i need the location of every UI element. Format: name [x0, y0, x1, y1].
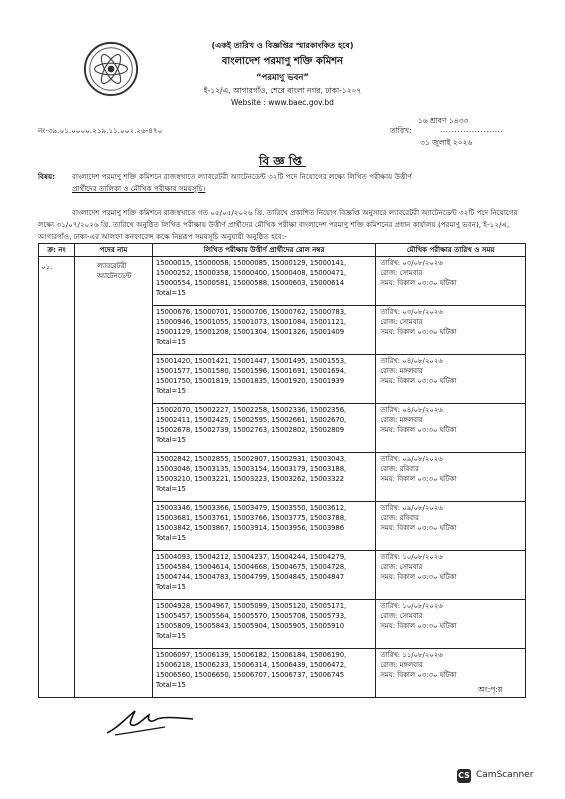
- body-paragraph: বাংলাদেশ পরমাণু শক্তি কমিশনে রাজস্বখাতে গত ০৫/০৫/২০২৬ খ্রি. তারিখে প্রকাশিত নিয়োগ বিজ্ঞপ্তি অনুসারে ল্যাবরেটরী অ্যাটেনডেন্ট ৩২টি পদে নিয়োগের লক্ষ্যে ৩১/০৭/২০২৬ খ্রি. তারিখে অনুষ্ঠিত লিখিত পরীক্ষায় উত্তীর্ণ প্রার্থীদের মৌখিক পরীক্ষা বাংলাদেশ পরমাণু শক্তি কমিশনের প্রধান কার্যালয় (পরমাণু ভবন), ই-১২/এ, আগারগাঁও, ঢাকা-এর আলফা কনফারেন্স কক্ষে নিম্নরূপ সময়সূচি অনুযায়ী অনুষ্ঠিত হবে:-: [38, 208, 518, 241]
- roll-numbers-cell: [152, 502, 375, 551]
- continued-marker: অং:পৃ:য়: [478, 685, 503, 694]
- schedule-cell: [376, 355, 526, 404]
- schedule-cell: [376, 502, 526, 551]
- schedule-date: তারিখ: ০৪/০৮/২০২৬: [380, 406, 443, 414]
- schedule-date: তারিখ: ১১/০৮/২০২৬: [380, 651, 443, 659]
- schedule-day: রোজ: রবিবার: [380, 514, 419, 523]
- schedule-day: রোজ: মঙ্গলবার: [380, 661, 423, 670]
- roll-line: 15001129, 15001208, 15001304, 15001326, 15001409: [155, 328, 344, 337]
- roll-total: Total=15: [155, 436, 186, 445]
- roll-line: 15000946, 15001055, 15001073, 15001084, 15001121,: [155, 318, 347, 327]
- roll-line: 15002842, 15002855, 15002907, 15002931, 15003043,: [155, 455, 347, 463]
- roll-line: 15002411, 15002425, 15002595, 15002661, 15002670,: [155, 416, 347, 425]
- subject-line-1: বাংলাদেশ পরমাণু শক্তি কমিশনে রাজস্বখাতে ল্যাবরেটরী অ্যাটেনডেন্ট ৩২টি পদে নিয়োগের লক্ষ্যে লিখিত পরীক্ষায় উত্তীর্ণ: [72, 172, 412, 181]
- roll-total: Total=15: [155, 632, 186, 641]
- roll-numbers-cell: [152, 257, 375, 306]
- roll-numbers-cell: [152, 649, 375, 698]
- schedule-cell: [376, 306, 526, 355]
- watermark-text: CamScanner: [476, 770, 534, 780]
- col-header-schedule: মৌখিক পরীক্ষার তারিখ ও সময়: [376, 244, 526, 257]
- table-header-row: [39, 244, 526, 257]
- roll-line: 15003346, 15003366, 15003479, 15003550, 15003612,: [155, 504, 347, 512]
- schedule-cell: [376, 404, 526, 453]
- website: Website : www.baec.gov.bd: [231, 98, 334, 107]
- roll-line: 15000554, 15000581, 15000588, 15000603, 15000614: [155, 279, 344, 288]
- schedule-day: রোজ: রবিবার: [380, 465, 419, 474]
- roll-numbers-cell: [152, 306, 375, 355]
- roll-total: Total=15: [155, 338, 186, 347]
- roll-line: 15001577, 15001580, 15001596, 15001691, 15001694,: [155, 367, 347, 376]
- date-label: তারিখ:: [390, 126, 412, 135]
- roll-line: 15000015, 15000058, 15000085, 15000129, 15000141,: [155, 259, 347, 267]
- roll-line: 15002070, 15002227, 15002258, 15002336, 15002356,: [155, 406, 347, 414]
- roll-line: 15000252, 15000358, 15000400, 15000408, 15000471,: [155, 269, 347, 278]
- memo-number: নং-৩৯.০১.০০০০.২১৯.১১.০০২.২৬-৪৭০: [38, 126, 163, 135]
- body-text-block: [38, 207, 526, 243]
- schedule-date: তারিখ: ০৩/০৮/২০২৬: [380, 308, 443, 316]
- subject-line-2: প্রার্থীদের তালিকা ও মৌখিক পরীক্ষার সময়সূচি।: [72, 184, 206, 193]
- schedule-cell: [376, 649, 526, 698]
- serial-cell: ০১.: [39, 257, 75, 698]
- schedule-day: রোজ: মঙ্গলবার: [380, 416, 423, 425]
- schedule-date: তারিখ: ০৯/০৮/২০২৬: [380, 504, 443, 512]
- organization-name: বাংলাদেশ পরমাণু শক্তি কমিশন: [221, 56, 344, 67]
- date-bangla: ১৬ শ্রাবণ ১৪৩৩: [418, 116, 469, 125]
- roll-line: 15006097, 15006139, 15006182, 15006184, 15006190,: [155, 651, 347, 659]
- schedule-day: রোজ: সোমবার: [380, 269, 423, 278]
- col-header-serial: ক্র: নং: [39, 244, 75, 257]
- roll-line: 15000676, 15000701, 15000706, 15000762, 15000783,: [155, 308, 347, 316]
- post-name-cell: ল্যাবরেটরী অ্যাটেনডেন্ট: [74, 257, 152, 698]
- schedule-date: তারিখ: ০৯/০৮/২০২৬: [380, 455, 443, 463]
- schedule-day: রোজ: সোমবার: [380, 612, 423, 621]
- schedule-day: রোজ: মঙ্গলবার: [380, 367, 423, 376]
- roll-line: 15006218, 15006233, 15006314, 15006439, 15006472,: [155, 661, 347, 670]
- schedule-cell: [376, 551, 526, 600]
- roll-total: Total=15: [155, 289, 186, 298]
- schedule-time: সময়: বিকাল ০৩:৩০ ঘটিকা: [380, 524, 457, 533]
- address: ই-১২/এ, আগারগাঁও, শেরে বাংলা নগর, ঢাকা-১২০৭: [203, 86, 362, 95]
- roll-line: 15004584, 15004614, 15004668, 15004675, 15004728,: [155, 563, 347, 572]
- schedule-time: সময়: বিকাল ০৩:৩০ ঘটিকা: [380, 328, 457, 337]
- roll-total: Total=15: [155, 485, 186, 494]
- schedule-time: সময়: বিকাল ০৩:৩০ ঘটিকা: [380, 622, 457, 631]
- schedule-date: তারিখ: ০৪/০৮/২০২৬: [380, 357, 443, 365]
- signature-icon: [105, 705, 195, 739]
- roll-numbers-cell: [152, 404, 375, 453]
- roll-total: Total=15: [155, 387, 186, 396]
- roll-line: 15003681, 15003761, 15003766, 15003775, 15003788,: [155, 514, 347, 523]
- col-header-post: পদের নাম: [74, 244, 152, 257]
- notice-title: বিজ্ঞপ্তি: [259, 154, 306, 168]
- schedule-day: রোজ: সোমবার: [380, 563, 423, 572]
- schedule-time: সময়: বিকাল ০৩:৩০ ঘটিকা: [380, 475, 457, 484]
- roll-line: 15004744, 15004783, 15004799, 15004845, 15004847: [155, 573, 344, 582]
- date-english: ৩১ জুলাই ২০২৬: [420, 138, 473, 147]
- roll-total: Total=15: [155, 681, 186, 690]
- roll-line: 15005809, 15005843, 15005904, 15005905, 15005910: [155, 622, 344, 631]
- roll-line: 15003842, 15003867, 15003914, 15003956, 15003986: [155, 524, 344, 533]
- schedule-table: [38, 243, 526, 698]
- roll-numbers-cell: [152, 600, 375, 649]
- roll-total: Total=15: [155, 583, 186, 592]
- col-header-rolls: লিখিত পরীক্ষায় উত্তীর্ণ প্রার্থীদের রোল নম্বর: [152, 244, 375, 257]
- schedule-time: সময়: বিকাল ০৩:৩০ ঘটিকা: [380, 671, 457, 680]
- roll-total: Total=15: [155, 534, 186, 543]
- building-name: “পরমাণু ভবন”: [255, 73, 310, 83]
- table-row: [39, 257, 526, 306]
- schedule-time: সময়: বিকাল ০৩:৩০ ঘটিকা: [380, 573, 457, 582]
- roll-line: 15004928, 15004967, 15005099, 15005120, 15005171,: [155, 602, 347, 610]
- roll-line: 15003210, 15003221, 15003223, 15003262, 15003322: [155, 475, 344, 484]
- schedule-date: তারিখ: ০৩/০৮/২০২৬: [380, 259, 443, 267]
- roll-line: 15002678, 15002739, 15002763, 15002802, 15002809: [155, 426, 344, 435]
- schedule-date: তারিখ: ১০/০৮/২০২৬: [380, 602, 443, 610]
- roll-line: 15001420, 15001421, 15001447, 15001495, 15001553,: [155, 357, 347, 365]
- table-body: [39, 257, 526, 698]
- schedule-time: সময়: বিকাল ০৩:৩০ ঘটিকা: [380, 279, 457, 288]
- camscanner-icon: CS: [457, 769, 471, 783]
- schedule-cell: [376, 257, 526, 306]
- roll-line: 15001750, 15001819, 15001835, 15001920, 15001939: [155, 377, 344, 386]
- roll-line: 15004093, 15004212, 15004237, 15004244, 15004279,: [155, 553, 347, 561]
- schedule-cell: [376, 600, 526, 649]
- schedule-cell: [376, 453, 526, 502]
- schedule-date: তারিখ: ১০/০৮/২০২৬: [380, 553, 443, 561]
- schedule-time: সময়: বিকাল ০৩:৩০ ঘটিকা: [380, 377, 457, 386]
- roll-line: 15005457, 15005564, 15005570, 15005708, 15005733,: [155, 612, 347, 621]
- roll-line: 15003046, 15003135, 15003154, 15003179, 15003188,: [155, 465, 347, 474]
- header-slogan: (একই তারিখ ও বিজ্ঞপ্তির স্মারকাংকিত হবে): [211, 41, 354, 50]
- roll-numbers-cell: [152, 355, 375, 404]
- date-dots: ......................: [440, 125, 504, 134]
- schedule-time: সময়: বিকাল ০৩:৩০ ঘটিকা: [380, 426, 457, 435]
- roll-numbers-cell: [152, 551, 375, 600]
- schedule-day: রোজ: সোমবার: [380, 318, 423, 327]
- roll-numbers-cell: [152, 453, 375, 502]
- subject-label: বিষয়:: [38, 172, 56, 181]
- roll-line: 15006560, 15006650, 15006707, 15006737, 15006745: [155, 671, 344, 680]
